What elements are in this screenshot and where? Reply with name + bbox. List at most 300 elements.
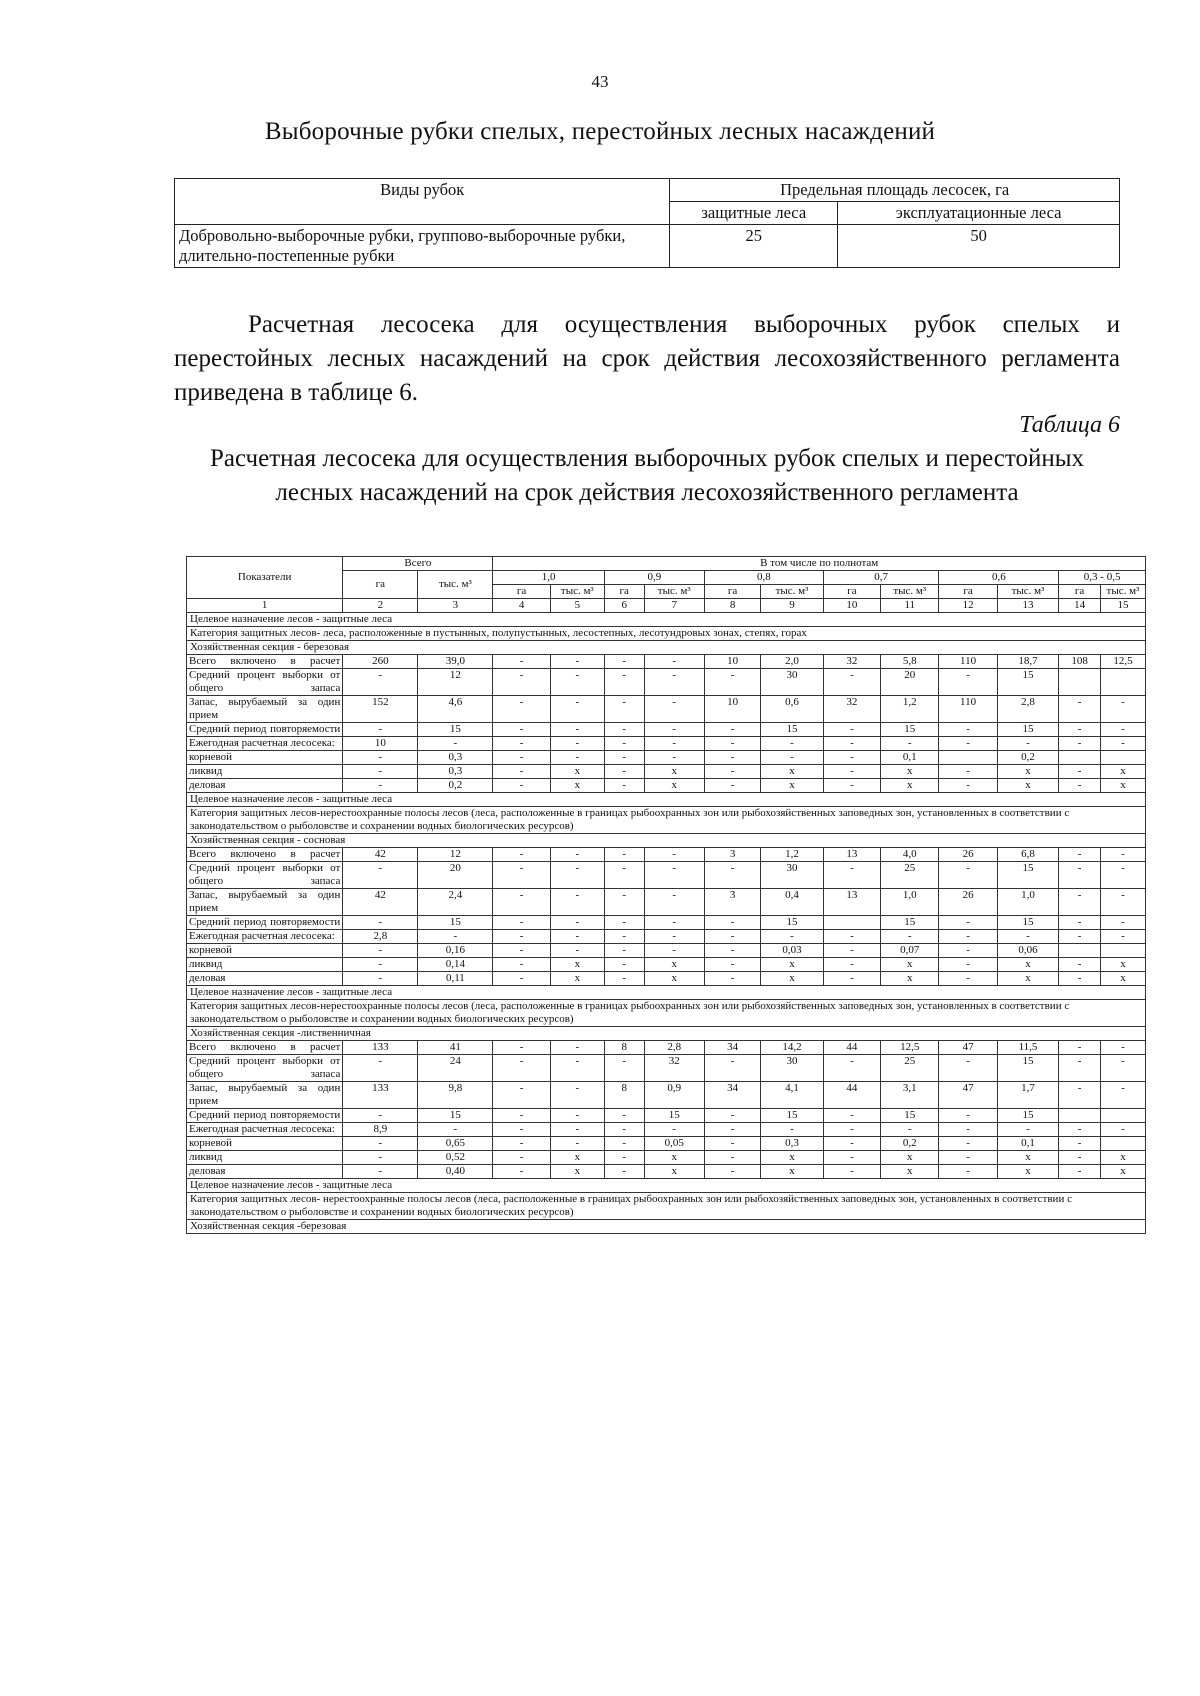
row-label: Средний период повторяемости: [187, 916, 343, 930]
cell-value: -: [1059, 1055, 1101, 1082]
cell-value: -: [704, 862, 760, 889]
cell-value: 25: [881, 862, 939, 889]
table-row: [187, 765, 1146, 779]
column-number: 12: [939, 599, 997, 613]
cell-value: 0,9: [644, 1082, 704, 1109]
cell-value: 6,8: [997, 848, 1058, 862]
cell-value: -: [493, 1123, 550, 1137]
cell-value: -: [604, 765, 644, 779]
table-row: [187, 1165, 1146, 1179]
cell-value: 0,2: [881, 1137, 939, 1151]
cell-value: -: [493, 765, 550, 779]
cell-value: 8: [604, 1041, 644, 1055]
row-label: корневой: [187, 1137, 343, 1151]
cell-value: 15: [881, 1109, 939, 1123]
cell-value: х: [550, 1165, 604, 1179]
cell-value: -: [493, 1082, 550, 1109]
section-category: Категория защитных лесов- леса, расположенные в пустынных, полупустынных, лесостепных, лесотундровых зонах, степях, горах: [187, 627, 1146, 641]
cell-value: -: [939, 737, 997, 751]
cell-value: х: [881, 779, 939, 793]
cell-value: 108: [1059, 655, 1101, 669]
row-label: Всего включено в расчет: [187, 1041, 343, 1055]
cell-value: -: [550, 696, 604, 723]
cell-value: [1100, 669, 1145, 696]
cell-value: х: [761, 779, 824, 793]
cell-value: 34: [704, 1041, 760, 1055]
density-header: 1,0: [493, 571, 605, 585]
cell-value: х: [997, 765, 1058, 779]
cell-value: 2,8: [997, 696, 1058, 723]
cell-value: -: [823, 669, 880, 696]
row-label: деловая: [187, 1165, 343, 1179]
body-paragraph: Расчетная лесосека для осуществления выборочных рубок спелых и перестойных лесных насаждений на срок действия лесохозяйственного регламента приведена в таблице 6.: [174, 311, 1120, 406]
cell-value: -: [550, 1055, 604, 1082]
unit-ha: га: [604, 585, 644, 599]
cell-value: -: [550, 1109, 604, 1123]
cell-value: х: [881, 765, 939, 779]
cell-value: -: [550, 862, 604, 889]
cell-value: 1,0: [997, 889, 1058, 916]
cell-value: х: [997, 1165, 1058, 1179]
cutting-limits-table: [174, 178, 1120, 268]
cell-value: 8: [604, 1082, 644, 1109]
cell-value: -: [604, 972, 644, 986]
table-row: [187, 862, 1146, 889]
cell-value: -: [493, 1137, 550, 1151]
cell-value: 15: [997, 669, 1058, 696]
cell-value: 1,2: [881, 696, 939, 723]
cell-value: -: [343, 669, 418, 696]
cell-value: х: [761, 972, 824, 986]
cell-value: 0,11: [418, 972, 493, 986]
table-row: [187, 944, 1146, 958]
cell-value: 26: [939, 848, 997, 862]
cell-value: -: [493, 655, 550, 669]
cell-value: х: [997, 972, 1058, 986]
cell-value: -: [604, 889, 644, 916]
cell-value: 15: [997, 723, 1058, 737]
column-number: 15: [1100, 599, 1145, 613]
section-category: Категория защитных лесов-нерестоохранные полосы лесов (леса, расположенные в границах рыбоохранных зон или рыбохозяйственных заповедных зон, установленных в соответствии с законодательством о рыболовстве и сохранении водных биологических ресурсов): [187, 807, 1146, 834]
cell-value: -: [550, 669, 604, 696]
cell-value: х: [644, 1151, 704, 1165]
row-label: Запас, вырубаемый за один прием: [187, 889, 343, 916]
cell-value: -: [1059, 1151, 1101, 1165]
cell-value: -: [493, 944, 550, 958]
cell-value: -: [1059, 765, 1101, 779]
section-row: [187, 1027, 1146, 1041]
section-row: [187, 793, 1146, 807]
cell-value: -: [418, 737, 493, 751]
cell-value: 110: [939, 655, 997, 669]
cell-value: -: [604, 751, 644, 765]
cell-value: 15: [761, 1109, 824, 1123]
cell-value: -: [493, 916, 550, 930]
cell-value: -: [939, 1055, 997, 1082]
cell-value: х: [881, 1165, 939, 1179]
table-label: Таблица 6: [1019, 412, 1120, 438]
cell-value: 25: [881, 1055, 939, 1082]
cell-value: х: [1100, 779, 1145, 793]
unit-ha: га: [704, 585, 760, 599]
cell-value: х: [761, 1165, 824, 1179]
row-exploitation-value: 50: [838, 225, 1120, 268]
cell-value: 110: [939, 696, 997, 723]
cell-value: 0,52: [418, 1151, 493, 1165]
section-row: [187, 1220, 1146, 1234]
table-row: [187, 1137, 1146, 1151]
cell-value: х: [761, 958, 824, 972]
cell-value: 47: [939, 1041, 997, 1055]
section-row: [187, 1000, 1146, 1027]
cell-value: 8,9: [343, 1123, 418, 1137]
cell-value: 0,2: [997, 751, 1058, 765]
cell-value: -: [1100, 737, 1145, 751]
cell-value: -: [823, 765, 880, 779]
cell-value: -: [604, 1165, 644, 1179]
cell-value: 15: [997, 916, 1058, 930]
cell-value: -: [343, 1165, 418, 1179]
row-label: Средний период повторяемости: [187, 723, 343, 737]
cell-value: -: [550, 1137, 604, 1151]
cell-value: -: [493, 930, 550, 944]
cell-value: -: [1100, 723, 1145, 737]
cell-value: -: [550, 751, 604, 765]
cell-value: 15: [997, 862, 1058, 889]
cell-value: -: [823, 751, 880, 765]
cell-value: -: [761, 930, 824, 944]
cell-value: -: [604, 779, 644, 793]
column-number: 10: [823, 599, 880, 613]
cell-value: 0,4: [761, 889, 824, 916]
table-row: [187, 1055, 1146, 1082]
cell-value: -: [704, 723, 760, 737]
table-row: [187, 696, 1146, 723]
section-category: Категория защитных лесов- нерестоохранные полосы лесов (леса, расположенные в границах рыбоохранных зон или рыбохозяйственных заповедных зон, установленных в соответствии с законодательством о рыболовстве и сохранении водных биологических ресурсов): [187, 1193, 1146, 1220]
cell-value: -: [704, 1151, 760, 1165]
row-label: деловая: [187, 779, 343, 793]
cell-value: -: [939, 972, 997, 986]
cell-value: 15: [418, 916, 493, 930]
cell-value: -: [1059, 1137, 1101, 1151]
cell-value: -: [761, 751, 824, 765]
cell-value: 32: [823, 696, 880, 723]
cell-value: -: [939, 1109, 997, 1123]
cell-value: -: [1059, 696, 1101, 723]
cell-value: х: [881, 958, 939, 972]
column-number: 13: [997, 599, 1058, 613]
cell-value: 0,03: [761, 944, 824, 958]
cell-value: -: [1100, 1041, 1145, 1055]
cell-value: 44: [823, 1082, 880, 1109]
cell-value: -: [644, 889, 704, 916]
cell-value: -: [1100, 916, 1145, 930]
cell-value: -: [881, 737, 939, 751]
cell-value: -: [550, 916, 604, 930]
section-row: [187, 641, 1146, 655]
table-row: [187, 655, 1146, 669]
cell-value: -: [604, 1109, 644, 1123]
cell-value: -: [493, 972, 550, 986]
cell-value: 47: [939, 1082, 997, 1109]
cell-value: -: [823, 862, 880, 889]
cell-value: х: [761, 1151, 824, 1165]
cell-value: -: [939, 1165, 997, 1179]
density-header: 0,7: [823, 571, 939, 585]
cell-value: 3,1: [881, 1082, 939, 1109]
section-row: [187, 986, 1146, 1000]
cell-value: 0,1: [881, 751, 939, 765]
cell-value: -: [644, 862, 704, 889]
cell-value: -: [493, 779, 550, 793]
cell-value: -: [823, 1055, 880, 1082]
section-economic: Хозяйственная секция -лиственничная: [187, 1027, 1146, 1041]
cell-value: -: [644, 1123, 704, 1137]
section-purpose: Целевое назначение лесов - защитные леса: [187, 613, 1146, 627]
cell-value: 24: [418, 1055, 493, 1082]
cell-value: -: [939, 930, 997, 944]
cell-value: -: [343, 723, 418, 737]
row-label: Ежегодная расчетная лесосека:: [187, 930, 343, 944]
cell-value: -: [939, 779, 997, 793]
cell-value: -: [604, 1055, 644, 1082]
cell-value: -: [997, 737, 1058, 751]
unit-thm3: тыс. м³: [881, 585, 939, 599]
cell-value: 260: [343, 655, 418, 669]
section-purpose: Целевое назначение лесов - защитные леса: [187, 986, 1146, 1000]
unit-thm3: тыс. м³: [644, 585, 704, 599]
cell-value: -: [1100, 1082, 1145, 1109]
row-label: Всего включено в расчет: [187, 655, 343, 669]
cell-value: х: [550, 779, 604, 793]
section-row: [187, 807, 1146, 834]
cell-value: -: [881, 930, 939, 944]
cell-value: 30: [761, 1055, 824, 1082]
cell-value: 4,6: [418, 696, 493, 723]
table-row: [187, 1123, 1146, 1137]
cell-value: -: [493, 1165, 550, 1179]
cell-value: -: [761, 737, 824, 751]
row-label: Всего включено в расчет: [187, 848, 343, 862]
table-row: [187, 751, 1146, 765]
cell-value: -: [604, 737, 644, 751]
cell-value: 9,8: [418, 1082, 493, 1109]
cell-value: 42: [343, 848, 418, 862]
cell-value: -: [604, 944, 644, 958]
cell-value: -: [644, 696, 704, 723]
cell-value: х: [1100, 1151, 1145, 1165]
cell-value: -: [704, 779, 760, 793]
cell-value: -: [1100, 889, 1145, 916]
cell-value: -: [493, 1041, 550, 1055]
cell-value: -: [1059, 889, 1101, 916]
cell-value: -: [493, 751, 550, 765]
cell-value: х: [644, 765, 704, 779]
unit-ha: га: [1059, 585, 1101, 599]
header-total-ha: га: [343, 571, 418, 599]
cell-value: 15: [881, 916, 939, 930]
cell-value: -: [823, 1123, 880, 1137]
column-number: 8: [704, 599, 760, 613]
cell-value: -: [704, 944, 760, 958]
cell-value: -: [939, 944, 997, 958]
cell-value: -: [1059, 1123, 1101, 1137]
cell-value: -: [704, 1055, 760, 1082]
cell-value: х: [550, 958, 604, 972]
cell-value: -: [604, 958, 644, 972]
column-number: 1: [187, 599, 343, 613]
cell-value: 1,0: [881, 889, 939, 916]
cell-value: 0,3: [761, 1137, 824, 1151]
section-row: [187, 613, 1146, 627]
row-label: корневой: [187, 751, 343, 765]
cell-value: 0,14: [418, 958, 493, 972]
cell-value: -: [418, 930, 493, 944]
cell-value: -: [823, 737, 880, 751]
cell-value: [939, 751, 997, 765]
table-row: [187, 1082, 1146, 1109]
cell-value: -: [823, 1165, 880, 1179]
cell-value: -: [604, 696, 644, 723]
column-number: 3: [418, 599, 493, 613]
cell-value: -: [493, 862, 550, 889]
header-area: Предельная площадь лесосек, га: [670, 179, 1120, 202]
cell-value: [1059, 944, 1101, 958]
cell-value: 44: [823, 1041, 880, 1055]
cell-value: -: [704, 1137, 760, 1151]
cell-value: -: [604, 1123, 644, 1137]
cell-value: -: [823, 723, 880, 737]
cell-value: [1059, 669, 1101, 696]
cell-value: -: [343, 1055, 418, 1082]
cell-value: -: [644, 848, 704, 862]
cell-value: -: [604, 669, 644, 696]
table-row: [187, 1109, 1146, 1123]
cell-value: -: [493, 669, 550, 696]
cell-value: 15: [418, 723, 493, 737]
cell-value: [823, 916, 880, 930]
cell-value: -: [550, 930, 604, 944]
cell-value: -: [761, 1123, 824, 1137]
cell-value: -: [704, 669, 760, 696]
subheader-exploitation: эксплуатационные леса: [838, 202, 1120, 225]
cell-value: -: [343, 1109, 418, 1123]
row-label: Добровольно-выборочные рубки, группово-выборочные рубки, длительно-постепенные рубки: [175, 225, 670, 268]
cell-value: -: [1059, 1041, 1101, 1055]
cell-value: -: [644, 944, 704, 958]
cell-value: -: [704, 972, 760, 986]
cell-value: 0,1: [997, 1137, 1058, 1151]
cell-value: 12: [418, 848, 493, 862]
cell-value: -: [1059, 1082, 1101, 1109]
header-total-thm3: тыс. м³: [418, 571, 493, 599]
row-label: Ежегодная расчетная лесосека:: [187, 737, 343, 751]
cell-value: -: [1059, 737, 1101, 751]
cell-value: -: [644, 737, 704, 751]
cell-value: -: [343, 1137, 418, 1151]
section-economic: Хозяйственная секция -березовая: [187, 1220, 1146, 1234]
cell-value: -: [550, 737, 604, 751]
cell-value: -: [550, 1041, 604, 1055]
cell-value: -: [343, 972, 418, 986]
cell-value: 32: [823, 655, 880, 669]
cell-value: -: [644, 751, 704, 765]
cell-value: 12,5: [1100, 655, 1145, 669]
cell-value: -: [550, 1082, 604, 1109]
cell-value: -: [704, 751, 760, 765]
cell-value: 30: [761, 862, 824, 889]
table-row: [187, 930, 1146, 944]
row-label: корневой: [187, 944, 343, 958]
cell-value: 1,7: [997, 1082, 1058, 1109]
column-number: 9: [761, 599, 824, 613]
table-row: [187, 737, 1146, 751]
cell-value: -: [823, 779, 880, 793]
cell-value: 0,3: [418, 751, 493, 765]
cell-value: 2,4: [418, 889, 493, 916]
column-number: 7: [644, 599, 704, 613]
cell-value: 11,5: [997, 1041, 1058, 1055]
table-row: [187, 1041, 1146, 1055]
cell-value: -: [604, 862, 644, 889]
cell-value: -: [1100, 1123, 1145, 1137]
cell-value: 15: [644, 1109, 704, 1123]
column-number: 4: [493, 599, 550, 613]
unit-ha: га: [823, 585, 880, 599]
allowable-cut-table: [186, 556, 1146, 1234]
header-indicators: Показатели: [187, 557, 343, 599]
cell-value: х: [881, 1151, 939, 1165]
cell-value: х: [881, 972, 939, 986]
cell-value: 2,0: [761, 655, 824, 669]
cell-value: 0,06: [997, 944, 1058, 958]
cell-value: -: [493, 1055, 550, 1082]
row-label: Запас, вырубаемый за один прием: [187, 1082, 343, 1109]
table-row: [187, 848, 1146, 862]
cell-value: 152: [343, 696, 418, 723]
cell-value: -: [1059, 779, 1101, 793]
cell-value: [1100, 944, 1145, 958]
cell-value: [1059, 751, 1101, 765]
cell-value: -: [604, 1151, 644, 1165]
cell-value: -: [1059, 1165, 1101, 1179]
cell-value: х: [997, 1151, 1058, 1165]
cell-value: 0,65: [418, 1137, 493, 1151]
cell-value: х: [550, 765, 604, 779]
row-label: ликвид: [187, 765, 343, 779]
cell-value: -: [343, 751, 418, 765]
unit-ha: га: [939, 585, 997, 599]
cell-value: -: [881, 1123, 939, 1137]
cell-value: 15: [997, 1109, 1058, 1123]
cell-value: х: [644, 972, 704, 986]
density-header: 0,3 - 0,5: [1059, 571, 1146, 585]
cell-value: -: [493, 1151, 550, 1165]
row-label: деловая: [187, 972, 343, 986]
cell-value: -: [550, 889, 604, 916]
cell-value: 42: [343, 889, 418, 916]
cell-value: -: [704, 916, 760, 930]
cell-value: -: [604, 723, 644, 737]
cell-value: -: [550, 848, 604, 862]
cell-value: 41: [418, 1041, 493, 1055]
cell-value: 3: [704, 889, 760, 916]
cell-value: -: [1059, 848, 1101, 862]
cell-value: -: [823, 1151, 880, 1165]
cell-value: -: [1059, 916, 1101, 930]
page-number: 43: [591, 72, 609, 91]
column-number: 6: [604, 599, 644, 613]
